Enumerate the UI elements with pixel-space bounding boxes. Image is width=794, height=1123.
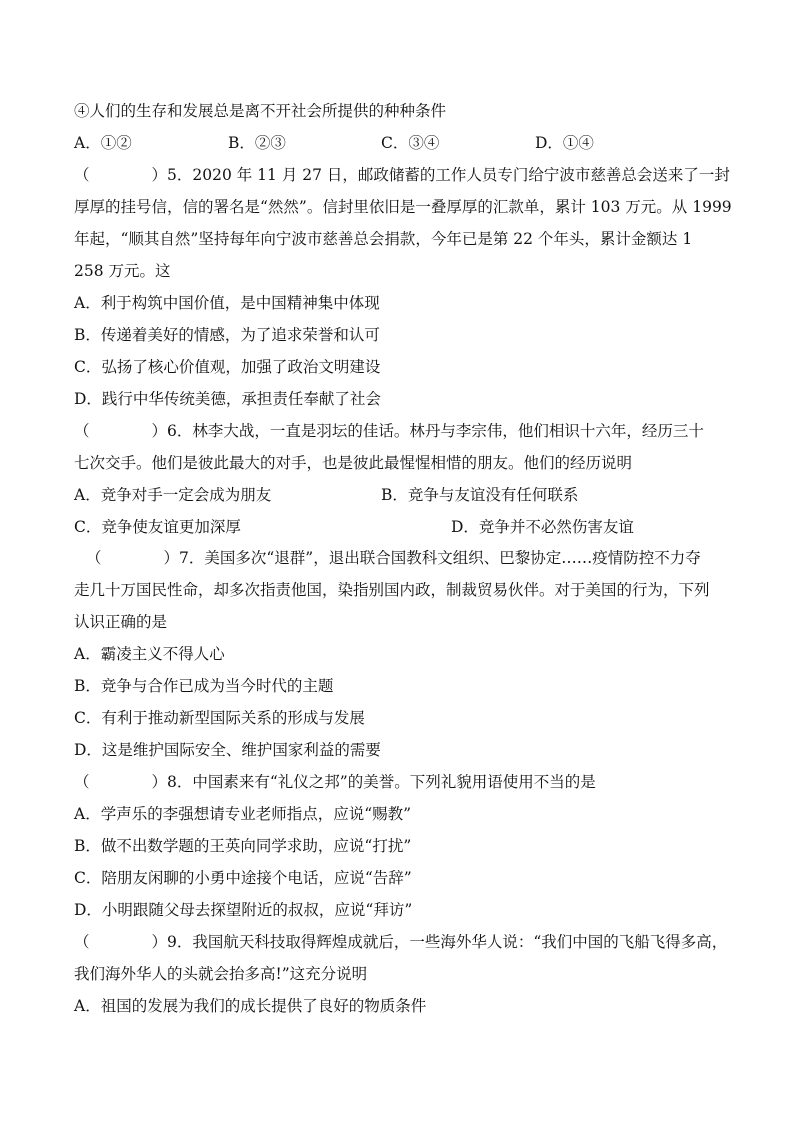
q5-option-b: B．传递着美好的情感，为了追求荣誉和认可 bbox=[74, 326, 380, 344]
q6-stem-line-1: （ ）6．林李大战，一直是羽坛的佳话。林丹与李宗伟，他们相识十六年，经历三十 bbox=[74, 422, 704, 440]
q5-option-c: C．弘扬了核心价值观，加强了政治文明建设 bbox=[74, 358, 381, 376]
q7-stem-line-3: 认识正确的是 bbox=[74, 613, 168, 631]
q5-stem-line-4: 258 万元。这 bbox=[74, 262, 171, 280]
q6-option-b: B．竞争与友谊没有任何联系 bbox=[381, 486, 579, 504]
q5-option-a: A．利于构筑中国价值，是中国精神集中体现 bbox=[74, 294, 380, 312]
q8-option-b: B．做不出数学题的王英向同学求助，应说“打扰” bbox=[74, 837, 412, 855]
q7-option-d: D．这是维护国际安全、维护国家利益的需要 bbox=[74, 741, 381, 759]
q6-stem-line-2: 七次交手。他们是彼此最大的对手，也是彼此最惺惺相惜的朋友。他们的经历说明 bbox=[74, 454, 633, 472]
q9-stem-line-1: （ ）9．我国航天科技取得辉煌成就后，一些海外华人说：“我们中国的飞船飞得多高， bbox=[74, 933, 728, 951]
q4-option-b: B．②③ bbox=[228, 134, 286, 152]
q7-option-a: A．霸凌主义不得人心 bbox=[74, 645, 225, 663]
q4-option-a: A．①② bbox=[74, 134, 132, 152]
q6-option-a: A．竞争对手一定会成为朋友 bbox=[74, 486, 272, 504]
q5-option-d: D．践行中华传统美德，承担责任奉献了社会 bbox=[74, 390, 381, 408]
q7-option-c: C．有利于推动新型国际关系的形成与发展 bbox=[74, 709, 365, 727]
q4-option-c: C．③④ bbox=[381, 134, 440, 152]
q5-stem-line-2: 厚厚的挂号信，信的署名是“然然”。信封里依旧是一叠厚厚的汇款单，累计 103 万元。从 1999 bbox=[74, 198, 732, 216]
q6-option-d: D．竞争并不必然伤害友谊 bbox=[451, 518, 634, 536]
q8-option-a: A．学声乐的李强想请专业老师指点，应说“赐教” bbox=[74, 805, 412, 823]
q8-stem-line-1: （ ）8．中国素来有“礼仪之邦”的美誉。下列礼貌用语使用不当的是 bbox=[74, 773, 596, 791]
q9-option-a: A．祖国的发展为我们的成长提供了良好的物质条件 bbox=[74, 997, 427, 1015]
q7-option-b: B．竞争与合作已成为当今时代的主题 bbox=[74, 677, 334, 695]
q5-stem-line-3: 年起，“顺其自然”坚持每年向宁波市慈善总会捐款，今年已是第 22 个年头，累计金额达 1 bbox=[74, 230, 693, 248]
q7-stem-line-1: （ ）7．美国多次“退群”，退出联合国教科文组织、巴黎协定……疫情防控不力夺 bbox=[86, 549, 701, 567]
q4-statement-4: ④人们的生存和发展总是离不开社会所提供的种种条件 bbox=[74, 102, 447, 120]
q4-option-d: D．①④ bbox=[535, 134, 594, 152]
q8-option-d: D．小明跟随父母去探望附近的叔叔，应说“拜访” bbox=[74, 901, 413, 919]
q7-stem-line-2: 走几十万国民性命，却多次指责他国，染指别国内政，制裁贸易伙伴。对于美国的行为，下列 bbox=[74, 581, 710, 599]
q8-option-c: C．陪朋友闲聊的小勇中途接个电话，应说“告辞” bbox=[74, 869, 412, 887]
q9-stem-line-2: 我们海外华人的头就会抬多高!”这充分说明 bbox=[74, 965, 368, 983]
q5-stem-line-1: （ ）5．2020 年 11 月 27 日，邮政储蓄的工作人员专门给宁波市慈善总会送来了一封 bbox=[74, 166, 730, 184]
q6-option-c: C．竞争使友谊更加深厚 bbox=[74, 518, 241, 536]
